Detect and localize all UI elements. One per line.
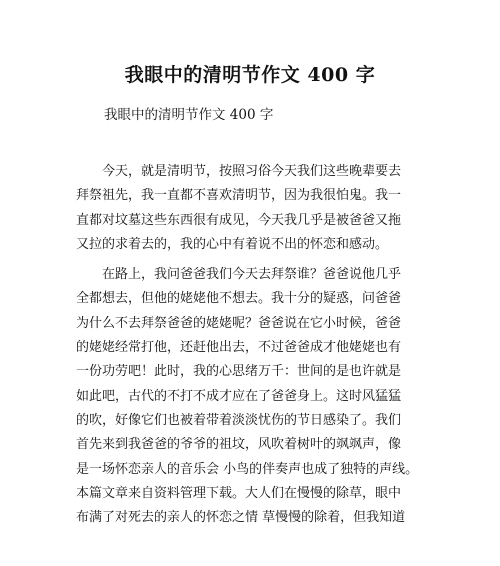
paragraph-line: 一份功劳吧！此时，我的心思绪万千：世间的是也许就是 xyxy=(76,364,402,380)
document-subtitle: 我眼中的清明节作文 400 字 xyxy=(104,107,274,123)
paragraph-line: 又拉的求着去的，我的心中有着说不出的怀恋和感动。 xyxy=(76,236,389,252)
paragraph-line: 的姥姥经常打他，还赶他出去，不过爸爸成才他姥姥也有 xyxy=(76,340,402,356)
paragraph-line: 布满了对死去的亲人的怀恋之情 草慢慢的除着，但我知道 xyxy=(76,510,406,526)
paragraph-line: 今天，就是清明节，按照习俗今天我们这些晚辈要去 xyxy=(102,164,402,179)
document-title: 我眼中的清明节作文 400 字 xyxy=(124,64,376,86)
paragraph-line: 首先来到我爸爸的爷爷的祖坟，风吹着树叶的飒飒声，像 xyxy=(76,437,402,453)
paragraph-line: 是一场怀恋亲人的音乐会 小鸟的伴奏声也成了独特的声线。 xyxy=(76,461,419,477)
paragraph-line: 全都想去，但他的姥姥他不想去。我十分的疑惑，问爸爸 xyxy=(76,291,402,307)
paragraph-2 xyxy=(76,263,426,530)
document-body xyxy=(76,160,426,530)
paragraph-line: 如此吧，古代的不打不成才应在了爸爸身上。这时风猛猛 xyxy=(76,388,402,404)
paragraph-line: 为什么不去拜祭爸爸的姥姥呢？爸爸说在它小时候，爸爸 xyxy=(76,315,402,331)
paragraph-line: 拜祭祖先，我一直都不喜欢清明节，因为我很怕鬼。我一 xyxy=(76,188,402,204)
paragraph-line: 在路上，我问爸爸我们今天去拜祭谁？爸爸说他几乎 xyxy=(102,267,402,283)
paragraph-line: 本篇文章来自资料管理下载。大人们在慢慢的除草，眼中 xyxy=(76,485,402,501)
paragraph-1 xyxy=(76,160,426,257)
paragraph-line: 的吹，好像它们也被着带着淡淡忧伤的节日感染了。我们 xyxy=(76,412,402,428)
paragraph-line: 直都对坟墓这些东西很有成见，今天我几乎是被爸爸又拖 xyxy=(76,212,402,228)
